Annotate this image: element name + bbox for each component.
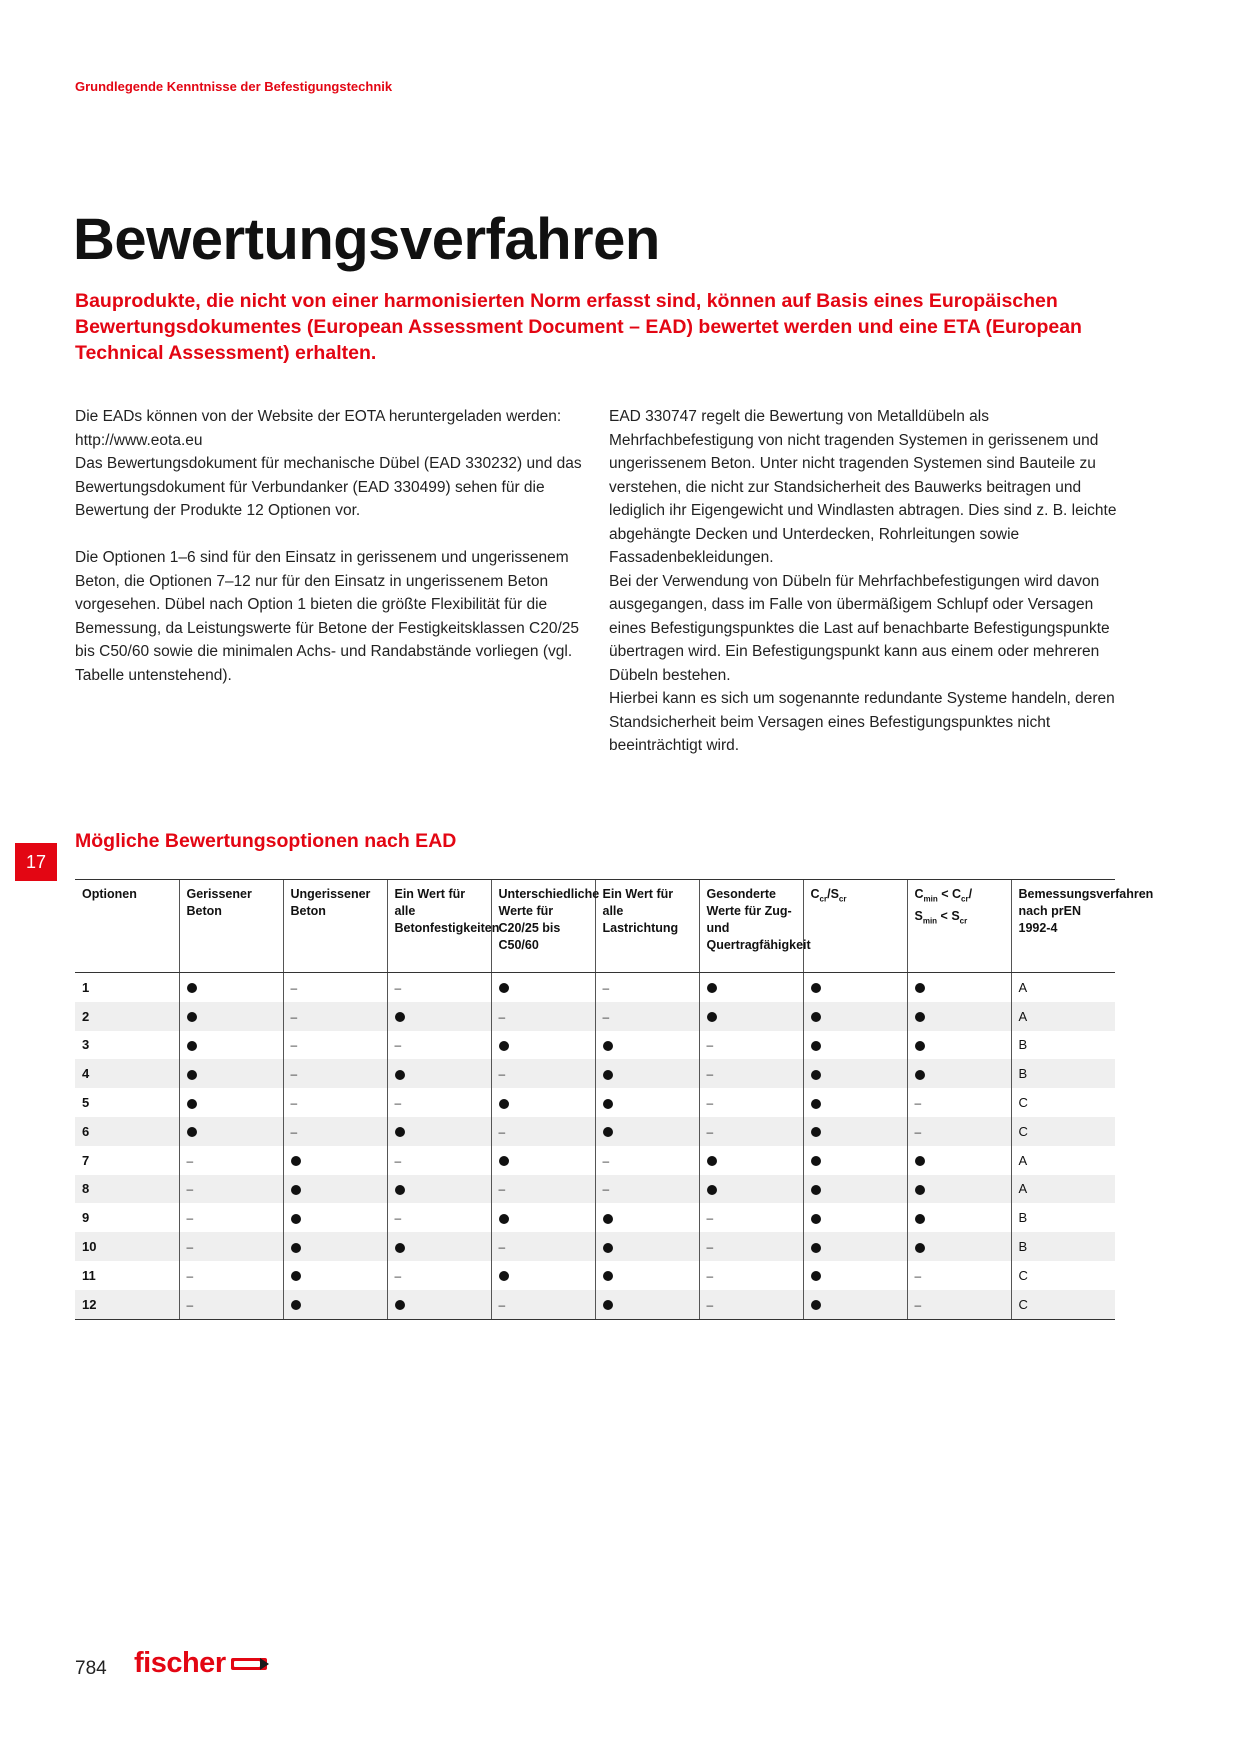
method-cell: C [1011, 1290, 1115, 1319]
table-row [75, 1203, 1115, 1232]
table-cell [387, 1261, 491, 1290]
table-cell [283, 1203, 387, 1232]
bullet-yes-icon [811, 1300, 821, 1310]
dash-no-icon: – [290, 1038, 298, 1053]
method-cell: C [1011, 1117, 1115, 1146]
table-cell [491, 1146, 595, 1175]
bullet-yes-icon [499, 1271, 509, 1281]
table-cell [907, 1290, 1011, 1319]
table-cell [283, 1290, 387, 1319]
bullet-yes-icon [811, 1041, 821, 1051]
bullet-yes-icon [187, 1012, 197, 1022]
table-cell [179, 1203, 283, 1232]
table-row [75, 1031, 1115, 1060]
bullet-yes-icon [915, 1156, 925, 1166]
table-cell [803, 1203, 907, 1232]
table-cell [491, 1261, 595, 1290]
table-cell [491, 1232, 595, 1261]
table-cell [699, 1059, 803, 1088]
page-number: 784 [75, 1658, 107, 1679]
table-cell [595, 1261, 699, 1290]
col-header-gerissen: Gerissener Beton [179, 880, 283, 973]
bullet-yes-icon [499, 983, 509, 993]
bullet-yes-icon [915, 1214, 925, 1224]
dash-no-icon: – [498, 1240, 506, 1255]
dash-no-icon: – [498, 1009, 506, 1024]
dash-no-icon: – [914, 1096, 922, 1111]
dash-no-icon: – [914, 1268, 922, 1283]
table-cell [699, 1203, 803, 1232]
bullet-yes-icon [707, 983, 717, 993]
table-cell [179, 1261, 283, 1290]
table-cell [699, 1232, 803, 1261]
method-cell: B [1011, 1031, 1115, 1060]
bullet-yes-icon [291, 1156, 301, 1166]
table-cell [595, 1203, 699, 1232]
dash-no-icon: – [394, 1096, 402, 1111]
table-cell [803, 1117, 907, 1146]
option-number: 2 [75, 1002, 179, 1031]
table-cell [699, 1290, 803, 1319]
dash-no-icon: – [186, 1240, 194, 1255]
table-cell [907, 1002, 1011, 1031]
table-cell [907, 1088, 1011, 1117]
table-cell [699, 1088, 803, 1117]
bullet-yes-icon [811, 1012, 821, 1022]
paragraph: EAD 330747 regelt die Bewertung von Metalldübeln als Mehrfachbefestigung von nicht tragenden Systemen in gerissenem und ungerissenem Beton. Unter nicht tragenden Systemen sind Bauteile zu verstehen, die nicht zur Standsicherheit des Bauwerks beitragen und lediglich ihr Eigengewicht und Windlasten abtragen. Dies sind z. B. leichte abgehängte Decken und Unterdecken, Rohrleitungen sowie Fassadenbekleidungen. [609, 408, 1117, 566]
method-cell: A [1011, 1175, 1115, 1204]
bullet-yes-icon [499, 1156, 509, 1166]
option-number: 9 [82, 1210, 90, 1226]
table-row [75, 1261, 1115, 1290]
dash-no-icon: – [914, 1297, 922, 1312]
table-cell [179, 1059, 283, 1088]
dash-no-icon: – [602, 1182, 610, 1197]
table-cell [179, 1175, 283, 1204]
table-cell [387, 1059, 491, 1088]
dash-no-icon: – [394, 1211, 402, 1226]
bullet-yes-icon [187, 1127, 197, 1137]
table-cell [387, 973, 491, 1002]
bullet-yes-icon [811, 1185, 821, 1195]
dash-no-icon: – [498, 1297, 506, 1312]
table-cell [699, 1031, 803, 1060]
table-cell [387, 1203, 491, 1232]
table-cell [595, 1232, 699, 1261]
table-row [75, 1088, 1115, 1117]
option-number: 4 [75, 1059, 179, 1088]
table-cell [595, 1146, 699, 1175]
dash-no-icon: – [498, 1067, 506, 1082]
bullet-yes-icon [187, 983, 197, 993]
dash-no-icon: – [290, 980, 298, 995]
dash-no-icon: – [186, 1153, 194, 1168]
bullet-yes-icon [707, 1012, 717, 1022]
table-cell [387, 1117, 491, 1146]
method-cell: A [1011, 1146, 1115, 1175]
table-cell [595, 1175, 699, 1204]
bullet-yes-icon [915, 1070, 925, 1080]
table-cell [803, 973, 907, 1002]
bullet-yes-icon [915, 1185, 925, 1195]
table-cell [491, 1002, 595, 1031]
bullet-yes-icon [811, 1214, 821, 1224]
option-number: 3 [82, 1037, 90, 1053]
option-number: 12 [75, 1290, 179, 1319]
table-row [75, 1232, 1115, 1261]
dash-no-icon: – [290, 1067, 298, 1082]
bullet-yes-icon [499, 1214, 509, 1224]
bullet-yes-icon [291, 1214, 301, 1224]
bullet-yes-icon [603, 1300, 613, 1310]
table-cell [803, 1232, 907, 1261]
table-cell [907, 1232, 1011, 1261]
fischer-logo [134, 1647, 270, 1680]
table-cell [283, 1088, 387, 1117]
table-cell [179, 1117, 283, 1146]
table-cell [803, 1002, 907, 1031]
paragraph: Die EADs können von der Website der EOTA heruntergeladen werden: http://www.eota.eu [75, 408, 562, 449]
bullet-yes-icon [707, 1185, 717, 1195]
col-header-gesondert: Gesonderte Werte für Zug- und Quertragfähigkeit [699, 880, 803, 973]
bullet-yes-icon [915, 1012, 925, 1022]
bullet-yes-icon [395, 1127, 405, 1137]
bullet-yes-icon [915, 1041, 925, 1051]
table-row [75, 973, 1115, 1002]
table-cell [803, 1031, 907, 1060]
bullet-yes-icon [291, 1271, 301, 1281]
table-cell [907, 1261, 1011, 1290]
option-number: 6 [75, 1117, 179, 1146]
option-number: 7 [82, 1152, 90, 1168]
table-cell [491, 1059, 595, 1088]
table-cell [907, 1059, 1011, 1088]
paragraph: Hierbei kann es sich um sogenannte redundante Systeme handeln, deren Standsicherheit beim Versagen eines Befestigungspunktes nicht beeinträchtigt wird. [609, 690, 1115, 754]
table-cell [907, 973, 1011, 1002]
table-cell [491, 973, 595, 1002]
dash-no-icon: – [706, 1240, 714, 1255]
table-row [75, 1002, 1115, 1031]
method-cell: B [1011, 1059, 1115, 1088]
bullet-yes-icon [499, 1041, 509, 1051]
table-header-row [75, 880, 1115, 973]
table-cell [595, 1117, 699, 1146]
dash-no-icon: – [186, 1297, 194, 1312]
table-cell [179, 1146, 283, 1175]
table-heading: Mögliche Bewertungsoptionen nach EAD [75, 830, 457, 852]
table-cell [491, 1290, 595, 1319]
table-cell [283, 1117, 387, 1146]
dash-no-icon: – [186, 1182, 194, 1197]
bullet-yes-icon [915, 983, 925, 993]
bullet-yes-icon [811, 1271, 821, 1281]
bullet-yes-icon [187, 1070, 197, 1080]
bullet-yes-icon [811, 1243, 821, 1253]
table-cell [803, 1175, 907, 1204]
bullet-yes-icon [603, 1041, 613, 1051]
table-cell [595, 1031, 699, 1060]
options-table [75, 879, 1154, 1320]
page-title: Bewertungsverfahren [73, 207, 660, 272]
col-header-unterschiedliche: Unterschiedliche Werte für C20/25 bis C50/60 [491, 880, 595, 973]
table-cell [283, 1146, 387, 1175]
bullet-yes-icon [291, 1185, 301, 1195]
dash-no-icon: – [914, 1124, 922, 1139]
dash-no-icon: – [706, 1297, 714, 1312]
table-cell [179, 1290, 283, 1319]
intro-lead: Bauprodukte, die nicht von einer harmonisierten Norm erfasst sind, können auf Basis eines Europäischen Bewertungsdokumentes (European Assessment Document – EAD) bewertet werden und eine ETA (European Technical Assessment) erhalten. [75, 290, 1082, 364]
table-cell [699, 1002, 803, 1031]
table-row [75, 1146, 1115, 1175]
col-header-cmin-smin: $C_{min} < C_{cr}/$ $S_{min} < S_{cr}$ [907, 880, 1011, 973]
table-cell [283, 973, 387, 1002]
bullet-yes-icon [187, 1041, 197, 1051]
dash-no-icon: – [394, 1268, 402, 1283]
table-cell [179, 1232, 283, 1261]
table-cell [387, 1088, 491, 1117]
col-header-optionen: Optionen [75, 880, 179, 973]
table-cell [595, 1088, 699, 1117]
table-cell [283, 1261, 387, 1290]
section-tab: 17 [15, 843, 57, 881]
col-header-ungerissen: Ungerissener Beton [283, 880, 387, 973]
bullet-yes-icon [499, 1099, 509, 1109]
paragraph: Bei der Verwendung von Dübeln für Mehrfachbefestigungen wird davon ausgegangen, dass im Falle von übermäßigem Schlupf oder Versagen eines Befestigungspunktes die Last auf benachbarte Befestigungspunkte übertragen wird. Ein Befestigungspunkt kann aus einem oder mehreren Dübeln bestehen. [609, 572, 1110, 684]
table-cell [491, 1031, 595, 1060]
table-cell [387, 1002, 491, 1031]
table-cell [907, 1203, 1011, 1232]
bullet-yes-icon [395, 1185, 405, 1195]
table-row [75, 1290, 1115, 1319]
table-cell [907, 1117, 1011, 1146]
table-cell [179, 1088, 283, 1117]
table-cell [803, 1146, 907, 1175]
table-cell [283, 1175, 387, 1204]
dash-no-icon: – [706, 1124, 714, 1139]
table-cell [699, 1261, 803, 1290]
brand-plug-icon [230, 1655, 270, 1673]
table-cell [699, 1117, 803, 1146]
option-number: 1 [82, 979, 90, 995]
method-cell: B [1011, 1203, 1115, 1232]
dash-no-icon: – [290, 1096, 298, 1111]
body-column-right [609, 405, 1129, 758]
bullet-yes-icon [603, 1070, 613, 1080]
table-row [75, 1117, 1115, 1146]
bullet-yes-icon [811, 1070, 821, 1080]
dash-no-icon: – [498, 1182, 506, 1197]
dash-no-icon: – [394, 1038, 402, 1053]
table-cell [803, 1059, 907, 1088]
table-cell [387, 1290, 491, 1319]
dash-no-icon: – [706, 1211, 714, 1226]
table-cell [595, 1290, 699, 1319]
table-cell [283, 1031, 387, 1060]
table-cell [283, 1232, 387, 1261]
bullet-yes-icon [603, 1099, 613, 1109]
dash-no-icon: – [602, 980, 610, 995]
dash-no-icon: – [602, 1153, 610, 1168]
table-cell [595, 1059, 699, 1088]
dash-no-icon: – [706, 1268, 714, 1283]
method-cell: A [1011, 1002, 1115, 1031]
dash-no-icon: – [394, 1153, 402, 1168]
table-row [75, 1059, 1115, 1088]
dash-no-icon: – [498, 1124, 506, 1139]
table-cell [387, 1031, 491, 1060]
col-header-ein-wert-beton: Ein Wert für alle Betonfestigkeiten [387, 880, 491, 973]
table-cell [595, 1002, 699, 1031]
method-cell: B [1011, 1232, 1115, 1261]
bullet-yes-icon [291, 1243, 301, 1253]
bullet-yes-icon [395, 1300, 405, 1310]
bullet-yes-icon [395, 1070, 405, 1080]
bullet-yes-icon [395, 1243, 405, 1253]
table-cell [491, 1088, 595, 1117]
col-header-ein-wert-last: Ein Wert für alle Lastrichtung [595, 880, 699, 973]
table-cell [699, 973, 803, 1002]
table-cell [907, 1146, 1011, 1175]
table-cell [179, 973, 283, 1002]
table-cell [491, 1203, 595, 1232]
table-cell [387, 1175, 491, 1204]
table-cell [283, 1059, 387, 1088]
table-cell [907, 1175, 1011, 1204]
table-cell [699, 1175, 803, 1204]
bullet-yes-icon [187, 1099, 197, 1109]
table-cell [283, 1002, 387, 1031]
table-cell [595, 973, 699, 1002]
table-cell [907, 1031, 1011, 1060]
bullet-yes-icon [915, 1243, 925, 1253]
dash-no-icon: – [706, 1067, 714, 1082]
bullet-yes-icon [603, 1271, 613, 1281]
bullet-yes-icon [811, 1127, 821, 1137]
option-number: 5 [82, 1095, 90, 1111]
method-cell: C [1011, 1088, 1115, 1117]
dash-no-icon: – [186, 1268, 194, 1283]
option-number: 10 [75, 1232, 179, 1261]
col-header-bemessung: Bemessungsverfahren nach prEN 1992-4 [1011, 880, 1115, 973]
method-cell: A [1011, 973, 1115, 1002]
bullet-yes-icon [395, 1012, 405, 1022]
dash-no-icon: – [290, 1124, 298, 1139]
bullet-yes-icon [707, 1156, 717, 1166]
table-cell [387, 1232, 491, 1261]
bullet-yes-icon [811, 983, 821, 993]
table-cell [491, 1175, 595, 1204]
table-cell [387, 1146, 491, 1175]
bullet-yes-icon [811, 1099, 821, 1109]
table-cell [699, 1146, 803, 1175]
table-cell [803, 1261, 907, 1290]
dash-no-icon: – [290, 1009, 298, 1024]
bullet-yes-icon [603, 1214, 613, 1224]
running-header: Grundlegende Kenntnisse der Befestigungstechnik [75, 79, 393, 94]
dash-no-icon: – [706, 1096, 714, 1111]
method-cell: C [1011, 1261, 1115, 1290]
bullet-yes-icon [603, 1243, 613, 1253]
dash-no-icon: – [186, 1211, 194, 1226]
brand-wordmark: fischer [134, 1647, 226, 1679]
dash-no-icon: – [602, 1009, 610, 1024]
table-cell [803, 1290, 907, 1319]
bullet-yes-icon [603, 1127, 613, 1137]
option-number: 8 [75, 1175, 179, 1204]
table-row [75, 1175, 1115, 1204]
col-header-ccr-scr: $C_{cr}/S_{cr}$ [803, 880, 907, 973]
option-number: 11 [82, 1267, 96, 1283]
table-cell [491, 1117, 595, 1146]
dash-no-icon: – [706, 1038, 714, 1053]
paragraph: Die Optionen 1–6 sind für den Einsatz in gerissenem und ungerissenem Beton, die Optionen 7–12 nur für den Einsatz in ungerissenem Beton vorgesehen. Dübel nach Option 1 bieten die größte Flexibilität für die Bemessung, da Leistungswerte für Betone der Festigkeitsklassen C20/25 bis C50/60 sowie die minimalen Achs- und Randabstände vorliegen (vgl. Tabelle untenstehend). [75, 549, 580, 684]
table-cell [803, 1088, 907, 1117]
body-column-left [75, 405, 585, 687]
dash-no-icon: – [394, 980, 402, 995]
table-cell [179, 1002, 283, 1031]
table-cell [179, 1031, 283, 1060]
bullet-yes-icon [291, 1300, 301, 1310]
bullet-yes-icon [811, 1156, 821, 1166]
paragraph: Das Bewertungsdokument für mechanische Dübel (EAD 330232) und das Bewertungsdokument für Verbundanker (EAD 330499) sehen für die Bewertung der Produkte 12 Optionen vor. [75, 455, 582, 519]
